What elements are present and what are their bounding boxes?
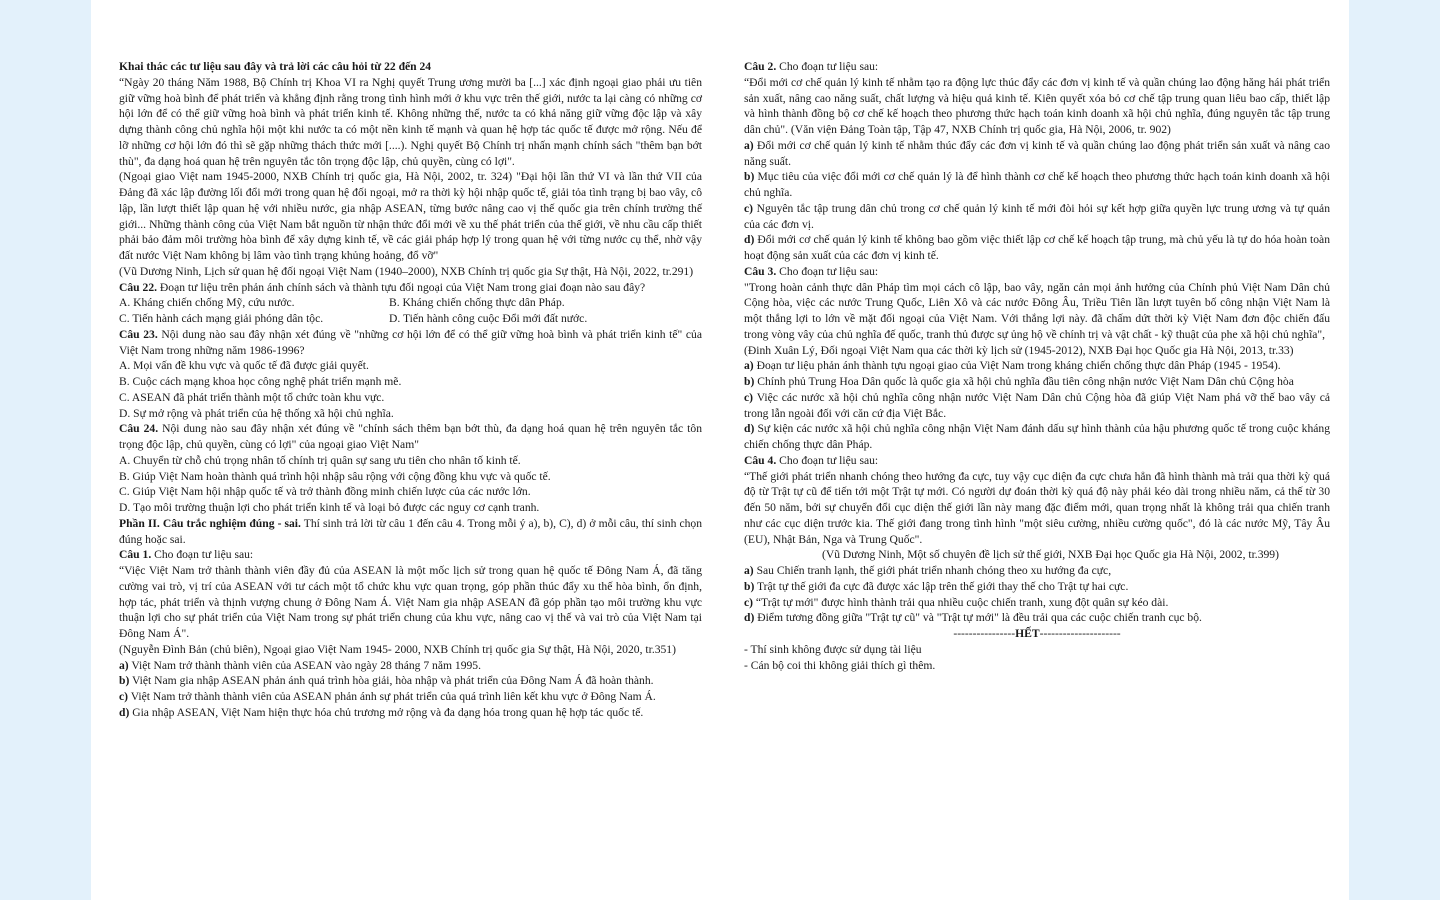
passage-source: (Vũ Dương Ninh, Lịch sử quan hệ đối ngoại Việt Nam (1940–2000), NXB Chính trị quốc gia Sự thật, Hà Nội, 2022, tr.291) (119, 264, 694, 278)
tf-question-1 (119, 547, 702, 563)
question-22-options-row-1 (119, 295, 702, 311)
tf-question-1-passage: “Việc Việt Nam trở thành thành viên đầy đủ của ASEAN là một mốc lịch sử trong quan hệ quốc tế Đông Nam Á, đã tăng cường vai trò, vị trí của ASEAN với tư cách một tổ chức khu vực quan trọng, góp phần thúc đẩy xu thế hòa bình, ổn định, hợp tác, phát triển và thịnh vượng chung ở Đông Nam Á. Việt Nam gia nhập ASEAN đã góp phần tạo môi trường khu vực thuận lợi cho sự phát triển của Việt Nam trong sự phát triển chung của khu vực, nâng cao vị thế và vai trò của Việt Nam tại Đông Nam Á". (119, 564, 702, 640)
tf-1-d-label: d) (119, 705, 130, 719)
question-23-label: Câu 23. (119, 327, 158, 341)
tf-1-a-label: a) (119, 658, 129, 672)
tf-2-b-text: Mục tiêu của việc đổi mới cơ chế quản lý là để hình thành cơ chế kế hoạch theo phương thức hạch toán kinh doanh xã hội chủ nghĩa. (744, 170, 1330, 199)
tf-4-a (744, 563, 1330, 579)
tf-2-d-label: d) (744, 233, 755, 247)
option-23-d: D. Sự mở rộng và phát triển của hệ thống xã hội chủ nghĩa. (119, 406, 394, 420)
tf-4-b-label: b) (744, 579, 755, 593)
tf-3-c-label: c) (744, 390, 754, 404)
tf-question-1-intro: Cho đoạn tư liệu sau: (151, 548, 254, 562)
option-23-c: C. ASEAN đã phát triển thành một tổ chức toàn khu vực. (119, 390, 385, 404)
tf-1-c-text: Việt Nam trở thành thành viên của ASEAN phản ánh sự phát triển của quá trình liên kết khu vực ở Đông Nam Á. (128, 690, 656, 703)
tf-3-d-label: d) (744, 422, 755, 436)
tf-1-a-text: Việt Nam trở thành thành viên của ASEAN vào ngày 28 tháng 7 năm 1995. (128, 658, 481, 672)
tf-4-b (744, 579, 1330, 595)
tf-2-b (744, 169, 1330, 201)
tf-1-c-label: c) (119, 690, 129, 703)
part-2-label: Phần II. Câu trắc nghiệm đúng - sai. (119, 516, 301, 530)
exam-note-2: - Cán bộ coi thi không giải thích gì thêm. (744, 658, 936, 672)
tf-question-4-intro: Cho đoạn tư liệu sau: (776, 453, 879, 467)
option-22-d: D. Tiến hành công cuộc Đổi mới đất nước. (389, 312, 588, 325)
tf-1-d-text: Gia nhập ASEAN, Việt Nam hiện thực hóa chủ trương mở rộng và đa dạng hóa trong quan hệ hợp tác quốc tế. (129, 705, 644, 719)
tf-question-3-label: Câu 3. (744, 264, 777, 278)
tf-1-b-label: b) (119, 674, 130, 688)
tf-3-c-text: Việc các nước xã hội chủ nghĩa công nhận nước Việt Nam Dân chủ Cộng hòa đã giúp Việt Nam phá vỡ thế bao vây cả trong lẫn ngoài đối với căn cứ địa Việt Bắc. (744, 390, 1330, 420)
tf-question-1-label: Câu 1. (119, 548, 152, 562)
tf-question-2-passage: “Đổi mới cơ chế quản lý kinh tế nhằm tạo ra động lực thúc đẩy các đơn vị kinh tế và quần chúng lao động hăng hái phát triển sản xuất, nâng cao năng suất, chất lượng và hiệu quả kinh tế. Kiên quyết xóa bỏ cơ chế tập trung quan liêu bao cấp, thiết lập và hình thành đồng bộ cơ chế kế hoạch theo phương thức hạch toán kinh doanh xã hội chủ nghĩa, đúng nguyên tắc tập trung dân chủ". (Văn viện Đảng Toàn tập, Tập 47, NXB Chính trị quốc gia, Hà Nội, 2006, tr. 902) (744, 75, 1330, 136)
question-22 (119, 280, 702, 296)
left-column (119, 59, 702, 721)
tf-1-b-text: Việt Nam gia nhập ASEAN phản ánh quá trình hòa giải, hòa nhập và phát triển của Đông Nam Á đã hoàn thành. (129, 674, 654, 688)
question-24-text: Nội dung nào sau đây nhận xét đúng về "chính sách thêm bạn bớt thù, đa dạng hoá quan hệ trên nguyên tắc tôn trọng độc lập, chủ quyền, cùng có lợi" của ngoại giao Việt Nam" (119, 422, 702, 451)
tf-4-c-text: “Trật tự mới" được hình thành trải qua nhiều cuộc chiến tranh, xung đột quân sự kéo dài. (753, 595, 1169, 609)
question-23-text: Nội dung nào sau đây nhận xét đúng về "những cơ hội lớn để có thể giữ vững hoà bình và phát triển kinh tế" của Việt Nam trong những năm 1986-1996? (119, 327, 702, 357)
tf-1-c (119, 689, 702, 705)
end-dashes-right: --------------------- (1039, 627, 1121, 640)
document-page (91, 0, 1349, 900)
tf-question-3 (744, 264, 1330, 280)
tf-4-c (744, 595, 1330, 611)
tf-2-d-text: Đổi mới cơ chế quản lý kinh tế không bao gồm việc thiết lập cơ chế kế hoạch tập trung, mà chủ yếu là tự do hóa hoàn toàn hoạt động sản xuất của các đơn vị kinh tế. (744, 233, 1330, 262)
question-23 (119, 327, 702, 359)
option-22-a: A. Kháng chiến chống Mỹ, cứu nước. (119, 296, 295, 310)
tf-1-d (119, 705, 702, 721)
tf-2-d (744, 232, 1330, 264)
tf-4-b-text: Trật tự thế giới đa cực đã được xác lập trên thế giới thay thế cho Trật tự hai cực. (754, 579, 1129, 593)
tf-3-a (744, 358, 1330, 374)
right-column (744, 59, 1330, 673)
option-24-b: B. Giúp Việt Nam hoàn thành quá trình hội nhập sâu rộng với cộng đồng khu vực và quốc tế. (119, 469, 551, 483)
end-marker (744, 626, 1330, 642)
tf-2-b-label: b) (744, 170, 755, 184)
tf-question-3-passage: "Trong hoàn cảnh thực dân Pháp tìm mọi cách cô lập, bao vây, ngăn cản mọi ảnh hưởng của Chính phủ Việt Nam Dân chủ Cộng hòa, việc các nước Trung Quốc, Liên Xô và các nước Đông Âu, Triều Tiên lần lượt tuyên bố công nhận Việt Nam là một thắng lợi to lớn về mặt đối ngoại của Việt Nam. Với thắng lợi này. đã chấm dứt thời kỳ Việt Nam đơn độc chiến đấu trong vòng vây của chủ nghĩa đế quốc, tranh thủ được sự ủng hộ về chính trị và vật chất - kỹ thuật của phe xã hội chủ nghĩa", (744, 280, 1330, 341)
question-22-text: Đoạn tư liệu trên phản ánh chính sách và thành tựu đối ngoại của Việt Nam trong giai đoạn nào sau đây? (157, 280, 646, 294)
option-24-a: A. Chuyển từ chỗ chủ trọng nhân tố chính trị quân sự sang ưu tiên cho nhân tố kinh tế. (119, 453, 521, 467)
end-text: HẾT (1015, 627, 1040, 640)
tf-4-d-label: d) (744, 611, 755, 625)
question-22-options-row-2 (119, 311, 702, 327)
question-24 (119, 421, 702, 453)
passage-1: “Ngày 20 tháng Năm 1988, Bộ Chính trị Khoa VI ra Nghị quyết Trung ương mười ba [...] xác định ngoại giao phải ưu tiên giữ vững hoà bình để phát triển và khẳng định rằng trong tình hình mới ở khu vực trên thế giới, nước ta lại càng có những cơ hội lớn để có thể giữ vững hoà bình và phát triển kinh tế. Không những thế, nước ta có khả năng giữ vững độc lập và xây dựng thành công chủ nghĩa hội một khi nước ta có một nền kinh tế mạnh và quan hệ hợp tác quốc tế được mở rộng. Nếu để lỡ những cơ hội lớn đó thì sẽ gặp những thách thức mới [....). Nghị quyết Bộ Chính trị nhấn mạnh chính sách "thêm bạn bớt thù", đa dạng hoá quan hệ trên nguyên tắc tôn trọng độc lập, chủ quyền, cùng có lợi". (119, 75, 702, 168)
tf-3-c (744, 390, 1330, 422)
tf-1-a (119, 658, 702, 674)
part-2-instructions (119, 516, 702, 548)
tf-3-a-text: Đoạn tư liệu phản ánh thành tựu ngoại giao của Việt Nam trong kháng chiến chống thực dân Pháp (1945 - 1954). (753, 359, 1281, 373)
tf-4-a-text: Sau Chiến tranh lạnh, thế giới phát triển nhanh chóng theo xu hướng đa cực, (753, 564, 1112, 577)
tf-4-c-label: c) (744, 595, 754, 609)
tf-2-a-label: a) (744, 138, 754, 152)
option-24-c: C. Giúp Việt Nam hội nhập quốc tế và trở thành đồng minh chiến lược của các nước lớn. (119, 485, 531, 499)
tf-question-3-intro: Cho đoạn tư liệu sau: (776, 264, 879, 278)
tf-1-b (119, 673, 702, 689)
tf-4-d-text: Điểm tương đồng giữa "Trật tự cũ" và "Trật tự mới" là đều trải qua các cuộc chiến tranh cục bộ. (754, 611, 1202, 625)
tf-question-4-label: Câu 4. (744, 453, 777, 467)
tf-3-a-label: a) (744, 359, 754, 373)
option-23-b: B. Cuộc cách mạng khoa học công nghệ phát triển mạnh mẽ. (119, 375, 402, 388)
tf-4-a-label: a) (744, 564, 754, 577)
option-23-a: A. Mọi vấn đề khu vực và quốc tế đã được giải quyết. (119, 359, 369, 373)
option-22-b: B. Kháng chiến chống thực dân Pháp. (389, 296, 565, 310)
tf-3-b-text: Chính phủ Trung Hoa Dân quốc là quốc gia xã hội chủ nghĩa đầu tiên công nhận nước Việt Nam Dân chủ Cộng hòa (754, 375, 1294, 388)
tf-question-1-source: (Nguyễn Đình Bản (chủ biên), Ngoại giao Việt Nam 1945- 2000, NXB Chính trị quốc gia Sự thật, Hà Nội, 2020, tr.351) (119, 642, 676, 656)
option-22-c: C. Tiến hành cách mạng giải phóng dân tộc. (119, 312, 324, 325)
tf-question-4-source: (Vũ Dương Ninh, Một số chuyên đề lịch sử thế giới, NXB Đại học Quốc gia Hà Nội, 2002, tr.399) (822, 548, 1279, 562)
tf-3-d (744, 421, 1330, 453)
section-heading: Khai thác các tư liệu sau đây và trả lời các câu hỏi từ 22 đến 24 (119, 60, 432, 73)
tf-question-4-passage: “Thế giới phát triển nhanh chóng theo hướng đa cực, tuy vậy cục diện đa cực chưa hẳn đã hình thành mà trải qua thời kỳ quá độ từ Trật tự cũ để tiến tới một Trật tự mới. Có người dự đoán thời kỳ quá độ này phải kéo dài trong nhiều năm, cả thế từ 30 đến 50 năm, bởi sự chuyển đổi cục diện thế giới lần này mang đặc điểm mới, quan trọng nhất là không trải qua chiến tranh như các cục diện trước kia. Thế giới đang trong tình hình "một siêu cường, nhiều cường quốc", đó là các nước Mỹ, Tây Âu (EU), Nhật Bản, Nga và Trung Quốc". (744, 469, 1330, 546)
tf-2-a-text: Đổi mới cơ chế quản lý kinh tế nhằm thúc đẩy các đơn vị kinh tế và quần chúng lao động phát triển sản xuất và nâng cao năng suất. (744, 138, 1330, 168)
tf-question-4 (744, 453, 1330, 469)
part-2-text: Thí sinh trả lời từ câu 1 đến câu 4. Trong mỗi ý a), b), C), d) ở mỗi câu, thí sinh chọn đúng hoặc sai. (119, 516, 702, 546)
tf-2-c (744, 201, 1330, 233)
tf-3-d-text: Sự kiện các nước xã hội chủ nghĩa công nhận Việt Nam đánh dấu sự hình thành của hậu phương quốc tế trong cuộc kháng chiến chống thực dân Pháp. (744, 422, 1330, 451)
passage-2: (Ngoại giao Việt nam 1945-2000, NXB Chính trị quốc gia, Hà Nội, 2002, tr. 324) "Đại hội lần thứ VI và lần thứ VII của Đảng đã xác lập đường lối đổi mới trong quan hệ đối ngoại, mở ra thời kỳ hội nhập quốc tế, giải tỏa tình trạng bị bao vây, cô lập, lần lượt thiết lập quan hệ với nhiều nước, gia nhập ASEAN, từng bước nâng cao vị thế quốc gia trên chính trường thế giới... Những thành công của Việt Nam bắt nguồn từ nhận thức đổi mới về xu thế phát triển của thế giới, về nhu cầu cấp thiết phải bảo đảm môi trường hòa bình để xây dựng kinh tế, về các giải pháp hợp lý trong quan hệ với từng nước cụ thể, nhờ vậy đất nước Việt Nam không bị lâm vào tình trạng khủng hoảng, đổ vỡ" (119, 170, 702, 262)
tf-question-2-intro: Cho đoạn tư liệu sau: (776, 60, 879, 73)
question-24-label: Câu 24. (119, 422, 159, 436)
tf-3-b (744, 374, 1330, 390)
tf-2-c-text: Nguyên tắc tập trung dân chủ trong cơ chế quản lý kinh tế mới đòi hỏi sự kết hợp giữa quyền lực trung ương và tự quản của các đơn vị. (744, 201, 1330, 231)
tf-3-b-label: b) (744, 375, 755, 388)
tf-4-d (744, 610, 1330, 626)
tf-question-2 (744, 59, 1330, 75)
end-dashes-left: ---------------- (953, 627, 1016, 640)
tf-question-2-label: Câu 2. (744, 60, 777, 73)
option-24-d: D. Tạo môi trường thuận lợi cho phát triển kinh tế và loại bỏ được các nguy cơ cạnh tranh. (119, 501, 540, 514)
question-22-label: Câu 22. (119, 280, 158, 294)
tf-2-c-label: c) (744, 201, 754, 215)
tf-2-a (744, 138, 1330, 170)
tf-question-3-source: (Đinh Xuân Lý, Đối ngoại Việt Nam qua các thời kỳ lịch sử (1945-2012), NXB Đại học Quốc gia Hà Nội, 2013, tr.33) (744, 343, 1294, 357)
exam-note-1: - Thí sinh không được sử dụng tài liệu (744, 642, 922, 656)
